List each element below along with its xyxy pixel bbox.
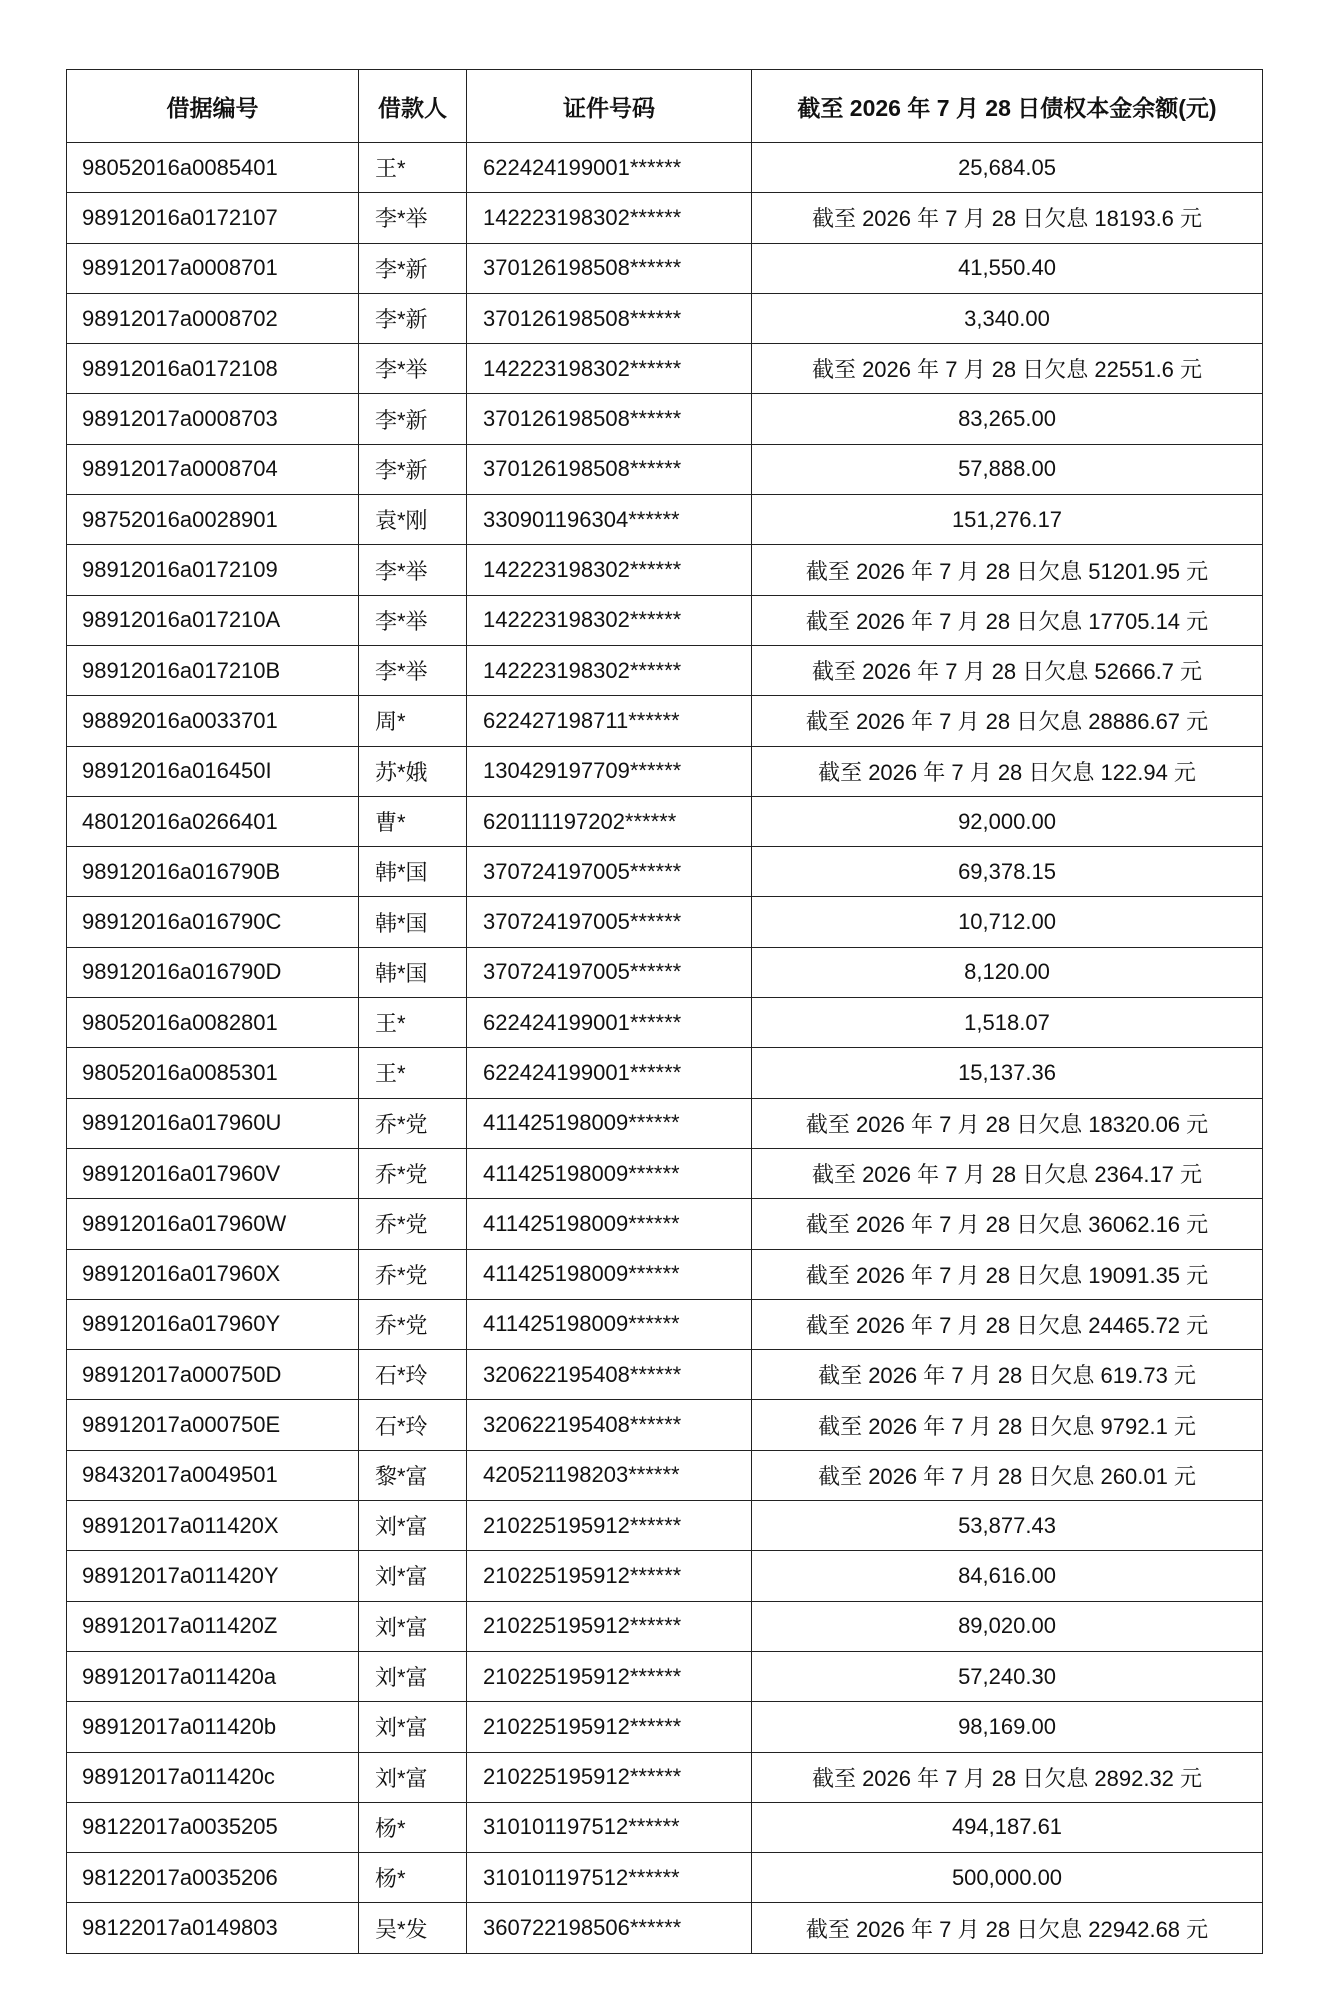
cell-id-number: 370724197005****** (467, 847, 752, 897)
table-row (67, 1450, 1263, 1500)
table-row (67, 394, 1263, 444)
cell-principal-balance: 25,684.05 (752, 143, 1263, 193)
cell-principal-balance: 89,020.00 (752, 1601, 1263, 1651)
cell-principal-balance: 41,550.40 (752, 243, 1263, 293)
cell-id-number: 622427198711****** (467, 696, 752, 746)
cell-id-number: 411425198009****** (467, 1199, 752, 1249)
cell-borrower: 李*举 (359, 545, 467, 595)
cell-id-number: 142223198302****** (467, 193, 752, 243)
cell-principal-balance: 截至 2026 年 7 月 28 日欠息 52666.7 元 (752, 645, 1263, 695)
cell-loan-id: 98912016a016790D (67, 947, 359, 997)
cell-principal-balance: 截至 2026 年 7 月 28 日欠息 17705.14 元 (752, 595, 1263, 645)
cell-borrower: 李*举 (359, 595, 467, 645)
cell-borrower: 周* (359, 696, 467, 746)
cell-principal-balance: 截至 2026 年 7 月 28 日欠息 2892.32 元 (752, 1752, 1263, 1802)
cell-borrower: 李*举 (359, 193, 467, 243)
cell-principal-balance: 83,265.00 (752, 394, 1263, 444)
cell-loan-id: 98912017a0008704 (67, 444, 359, 494)
cell-loan-id: 98912016a017210B (67, 645, 359, 695)
table-row (67, 143, 1263, 193)
cell-id-number: 142223198302****** (467, 595, 752, 645)
cell-id-number: 310101197512****** (467, 1802, 752, 1852)
cell-loan-id: 98912016a017960X (67, 1249, 359, 1299)
cell-principal-balance: 截至 2026 年 7 月 28 日欠息 24465.72 元 (752, 1299, 1263, 1349)
table-row (67, 1853, 1263, 1903)
cell-id-number: 411425198009****** (467, 1098, 752, 1148)
cell-borrower: 李*新 (359, 243, 467, 293)
cell-loan-id: 98912016a0172107 (67, 193, 359, 243)
cell-loan-id: 98752016a0028901 (67, 495, 359, 545)
cell-id-number: 210225195912****** (467, 1651, 752, 1701)
cell-borrower: 韩*国 (359, 897, 467, 947)
cell-borrower: 石*玲 (359, 1400, 467, 1450)
cell-borrower: 袁*刚 (359, 495, 467, 545)
table-row (67, 595, 1263, 645)
cell-loan-id: 98892016a0033701 (67, 696, 359, 746)
cell-loan-id: 98912017a011420X (67, 1501, 359, 1551)
table-row (67, 1048, 1263, 1098)
cell-loan-id: 98912017a000750E (67, 1400, 359, 1450)
cell-loan-id: 98912016a0172109 (67, 545, 359, 595)
cell-principal-balance: 截至 2026 年 7 月 28 日欠息 9792.1 元 (752, 1400, 1263, 1450)
cell-borrower: 王* (359, 143, 467, 193)
cell-principal-balance: 截至 2026 年 7 月 28 日欠息 51201.95 元 (752, 545, 1263, 595)
cell-borrower: 刘*富 (359, 1702, 467, 1752)
cell-borrower: 刘*富 (359, 1651, 467, 1701)
table-row (67, 1551, 1263, 1601)
cell-principal-balance: 84,616.00 (752, 1551, 1263, 1601)
cell-loan-id: 98912016a017960V (67, 1148, 359, 1198)
table-row (67, 495, 1263, 545)
cell-principal-balance: 98,169.00 (752, 1702, 1263, 1752)
header-row (67, 70, 1263, 143)
cell-id-number: 622424199001****** (467, 998, 752, 1048)
cell-borrower: 乔*党 (359, 1148, 467, 1198)
cell-borrower: 乔*党 (359, 1199, 467, 1249)
table-row (67, 746, 1263, 796)
cell-loan-id: 98052016a0082801 (67, 998, 359, 1048)
cell-principal-balance: 截至 2026 年 7 月 28 日欠息 18193.6 元 (752, 193, 1263, 243)
cell-id-number: 622424199001****** (467, 1048, 752, 1098)
cell-loan-id: 98912016a0172108 (67, 344, 359, 394)
cell-loan-id: 48012016a0266401 (67, 796, 359, 846)
cell-principal-balance: 8,120.00 (752, 947, 1263, 997)
cell-principal-balance: 截至 2026 年 7 月 28 日欠息 28886.67 元 (752, 696, 1263, 746)
cell-principal-balance: 3,340.00 (752, 293, 1263, 343)
cell-borrower: 王* (359, 998, 467, 1048)
cell-id-number: 370724197005****** (467, 897, 752, 947)
cell-principal-balance: 92,000.00 (752, 796, 1263, 846)
cell-loan-id: 98912017a011420Z (67, 1601, 359, 1651)
cell-loan-id: 98912016a017210A (67, 595, 359, 645)
cell-borrower: 乔*党 (359, 1098, 467, 1148)
cell-id-number: 370126198508****** (467, 444, 752, 494)
table-row (67, 243, 1263, 293)
cell-loan-id: 98912016a016790C (67, 897, 359, 947)
cell-principal-balance: 截至 2026 年 7 月 28 日欠息 619.73 元 (752, 1350, 1263, 1400)
cell-principal-balance: 截至 2026 年 7 月 28 日欠息 18320.06 元 (752, 1098, 1263, 1148)
cell-loan-id: 98912017a000750D (67, 1350, 359, 1400)
cell-borrower: 苏*娥 (359, 746, 467, 796)
cell-loan-id: 98122017a0035205 (67, 1802, 359, 1852)
cell-loan-id: 98432017a0049501 (67, 1450, 359, 1500)
cell-borrower: 李*举 (359, 645, 467, 695)
cell-id-number: 411425198009****** (467, 1249, 752, 1299)
header-principal-balance: 截至 2026 年 7 月 28 日债权本金余额(元) (752, 70, 1263, 143)
table-row (67, 444, 1263, 494)
table-row (67, 545, 1263, 595)
cell-id-number: 210225195912****** (467, 1551, 752, 1601)
cell-principal-balance: 10,712.00 (752, 897, 1263, 947)
table-row (67, 1148, 1263, 1198)
cell-loan-id: 98122017a0149803 (67, 1903, 359, 1953)
header-borrower: 借款人 (359, 70, 467, 143)
cell-id-number: 310101197512****** (467, 1853, 752, 1903)
header-id-number: 证件号码 (467, 70, 752, 143)
cell-id-number: 142223198302****** (467, 344, 752, 394)
table-row (67, 1199, 1263, 1249)
table-row (67, 1651, 1263, 1701)
cell-principal-balance: 截至 2026 年 7 月 28 日欠息 260.01 元 (752, 1450, 1263, 1500)
cell-id-number: 411425198009****** (467, 1299, 752, 1349)
cell-id-number: 210225195912****** (467, 1752, 752, 1802)
cell-borrower: 石*玲 (359, 1350, 467, 1400)
cell-principal-balance: 500,000.00 (752, 1853, 1263, 1903)
cell-borrower: 黎*富 (359, 1450, 467, 1500)
cell-principal-balance: 截至 2026 年 7 月 28 日欠息 19091.35 元 (752, 1249, 1263, 1299)
table-row (67, 796, 1263, 846)
cell-principal-balance: 截至 2026 年 7 月 28 日欠息 122.94 元 (752, 746, 1263, 796)
cell-borrower: 刘*富 (359, 1501, 467, 1551)
cell-principal-balance: 57,240.30 (752, 1651, 1263, 1701)
cell-loan-id: 98912016a017960U (67, 1098, 359, 1148)
cell-borrower: 曹* (359, 796, 467, 846)
table-row (67, 193, 1263, 243)
header-loan-id: 借据编号 (67, 70, 359, 143)
table-row (67, 1299, 1263, 1349)
table-row (67, 947, 1263, 997)
cell-id-number: 130429197709****** (467, 746, 752, 796)
cell-id-number: 330901196304****** (467, 495, 752, 545)
cell-principal-balance: 截至 2026 年 7 月 28 日欠息 22551.6 元 (752, 344, 1263, 394)
table-row (67, 696, 1263, 746)
cell-id-number: 420521198203****** (467, 1450, 752, 1500)
cell-principal-balance: 494,187.61 (752, 1802, 1263, 1852)
cell-principal-balance: 截至 2026 年 7 月 28 日欠息 2364.17 元 (752, 1148, 1263, 1198)
cell-id-number: 210225195912****** (467, 1702, 752, 1752)
table-row (67, 645, 1263, 695)
cell-borrower: 李*新 (359, 293, 467, 343)
debt-table (66, 69, 1263, 1954)
cell-loan-id: 98912016a017960Y (67, 1299, 359, 1349)
table-row (67, 1501, 1263, 1551)
cell-principal-balance: 15,137.36 (752, 1048, 1263, 1098)
cell-loan-id: 98912017a011420a (67, 1651, 359, 1701)
table-row (67, 1752, 1263, 1802)
table-row (67, 1400, 1263, 1450)
cell-id-number: 622424199001****** (467, 143, 752, 193)
table-row (67, 293, 1263, 343)
cell-loan-id: 98912016a016790B (67, 847, 359, 897)
cell-id-number: 370126198508****** (467, 243, 752, 293)
cell-borrower: 李*新 (359, 394, 467, 444)
cell-borrower: 杨* (359, 1853, 467, 1903)
table-row (67, 1601, 1263, 1651)
cell-id-number: 320622195408****** (467, 1400, 752, 1450)
cell-id-number: 370126198508****** (467, 394, 752, 444)
cell-id-number: 370724197005****** (467, 947, 752, 997)
cell-loan-id: 98912017a0008701 (67, 243, 359, 293)
table-row (67, 998, 1263, 1048)
cell-id-number: 620111197202****** (467, 796, 752, 846)
cell-borrower: 王* (359, 1048, 467, 1098)
cell-borrower: 韩*国 (359, 947, 467, 997)
table-row (67, 344, 1263, 394)
cell-loan-id: 98912017a011420b (67, 1702, 359, 1752)
table-row (67, 1702, 1263, 1752)
cell-principal-balance: 151,276.17 (752, 495, 1263, 545)
cell-principal-balance: 53,877.43 (752, 1501, 1263, 1551)
cell-principal-balance: 1,518.07 (752, 998, 1263, 1048)
cell-principal-balance: 57,888.00 (752, 444, 1263, 494)
table-row (67, 1903, 1263, 1953)
cell-borrower: 杨* (359, 1802, 467, 1852)
cell-borrower: 刘*富 (359, 1601, 467, 1651)
cell-id-number: 320622195408****** (467, 1350, 752, 1400)
cell-id-number: 370126198508****** (467, 293, 752, 343)
cell-loan-id: 98122017a0035206 (67, 1853, 359, 1903)
cell-id-number: 142223198302****** (467, 545, 752, 595)
table-row (67, 897, 1263, 947)
cell-borrower: 李*举 (359, 344, 467, 394)
cell-id-number: 360722198506****** (467, 1903, 752, 1953)
cell-id-number: 411425198009****** (467, 1148, 752, 1198)
cell-borrower: 韩*国 (359, 847, 467, 897)
table-row (67, 1249, 1263, 1299)
cell-id-number: 210225195912****** (467, 1601, 752, 1651)
cell-borrower: 乔*党 (359, 1249, 467, 1299)
cell-borrower: 刘*富 (359, 1752, 467, 1802)
cell-loan-id: 98912016a017960W (67, 1199, 359, 1249)
cell-id-number: 142223198302****** (467, 645, 752, 695)
cell-principal-balance: 69,378.15 (752, 847, 1263, 897)
cell-loan-id: 98052016a0085301 (67, 1048, 359, 1098)
cell-loan-id: 98912016a016450I (67, 746, 359, 796)
cell-loan-id: 98052016a0085401 (67, 143, 359, 193)
cell-id-number: 210225195912****** (467, 1501, 752, 1551)
cell-loan-id: 98912017a011420c (67, 1752, 359, 1802)
cell-loan-id: 98912017a0008703 (67, 394, 359, 444)
cell-principal-balance: 截至 2026 年 7 月 28 日欠息 36062.16 元 (752, 1199, 1263, 1249)
cell-borrower: 乔*党 (359, 1299, 467, 1349)
cell-borrower: 刘*富 (359, 1551, 467, 1601)
table-body (67, 143, 1263, 1954)
table-row (67, 847, 1263, 897)
cell-borrower: 吴*发 (359, 1903, 467, 1953)
cell-loan-id: 98912017a0008702 (67, 293, 359, 343)
cell-borrower: 李*新 (359, 444, 467, 494)
cell-principal-balance: 截至 2026 年 7 月 28 日欠息 22942.68 元 (752, 1903, 1263, 1953)
table-row (67, 1098, 1263, 1148)
cell-loan-id: 98912017a011420Y (67, 1551, 359, 1601)
table-row (67, 1350, 1263, 1400)
table-row (67, 1802, 1263, 1852)
